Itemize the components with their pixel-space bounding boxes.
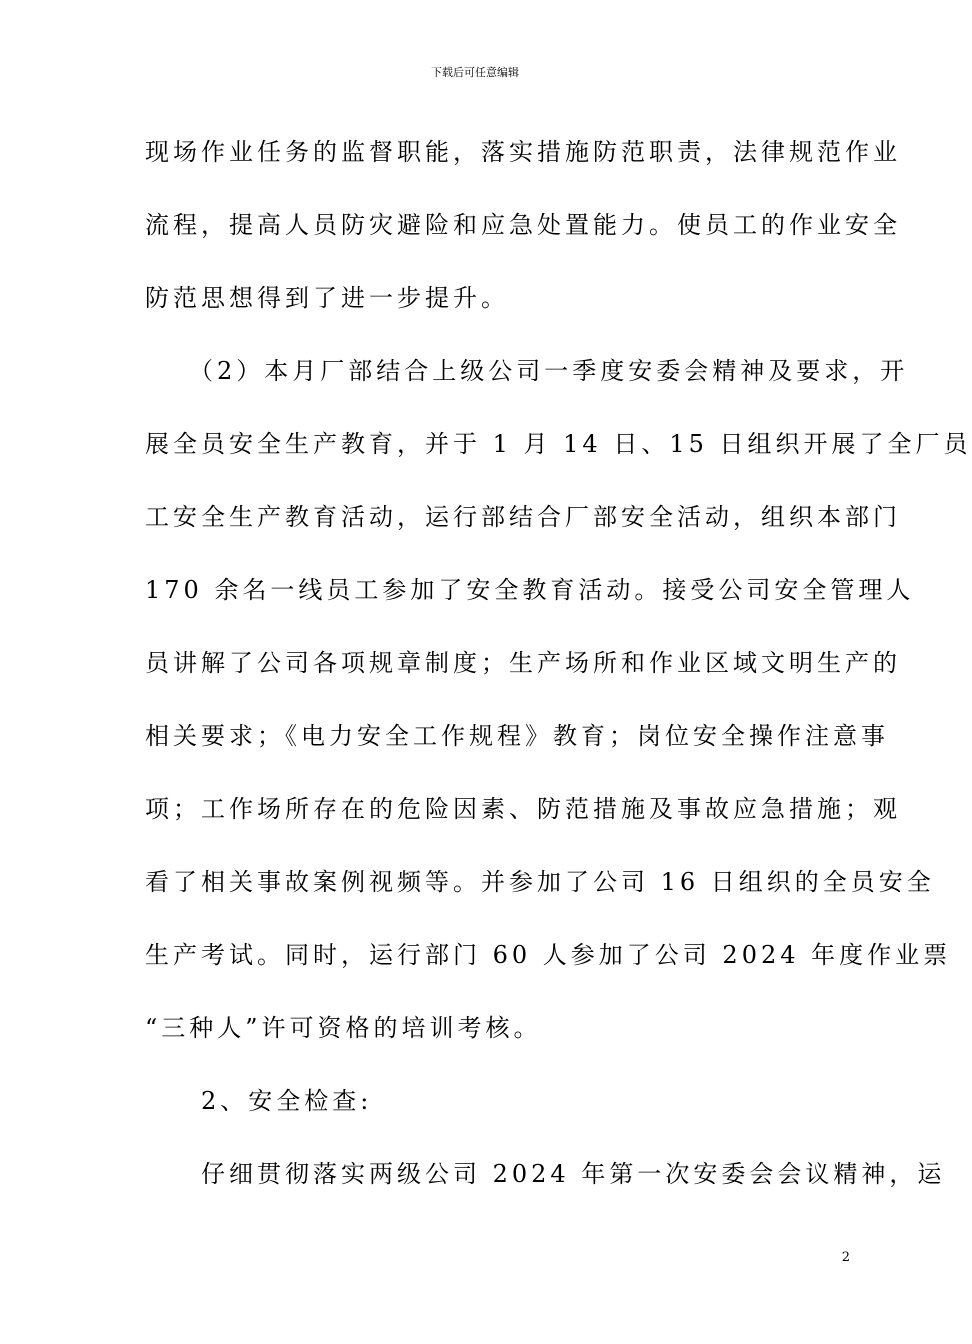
text-line: 员讲解了公司各项规章制度；生产场所和作业区域文明生产的 (145, 649, 901, 677)
text-line: 工安全生产教育活动，运行部结合厂部安全活动，组织本部门 (145, 503, 901, 531)
text-line: 流程，提高人员防灾避险和应急处置能力。使员工的作业安全 (145, 211, 901, 239)
page-number: 2 (841, 1250, 850, 1265)
text-line: “三种人”许可资格的培训考核。 (145, 1014, 542, 1042)
text-line: 170 余名一线员工参加了安全教育活动。接受公司安全管理人 (145, 576, 915, 604)
text-line: 相关要求；《电力安全工作规程》教育；岗位安全操作注意事 (145, 722, 889, 750)
text-line: 仔细贯彻落实两级公司 2024 年第一次安委会会议精神，运 (145, 1160, 946, 1188)
section-heading: 2、安全检查: (145, 1087, 373, 1115)
document-body (145, 125, 972, 1220)
text-line: 展全员安全生产教育，并于 1 月 14 日、15 日组织开展了全厂员 (145, 430, 972, 458)
text-line: （2）本月厂部结合上级公司一季度安委会精神及要求，开 (145, 357, 909, 385)
text-line: 现场作业任务的监督职能，落实措施防范职责，法律规范作业 (145, 138, 901, 166)
header-note: 下载后可任意编辑 (431, 66, 519, 79)
text-line: 看了相关事故案例视频等。并参加了公司 16 日组织的全员安全 (145, 868, 935, 896)
text-line: 项；工作场所存在的危险因素、防范措施及事故应急措施；观 (145, 795, 901, 823)
text-line: 生产考试。同时，运行部门 60 人参加了公司 2024 年度作业票 (145, 941, 952, 969)
text-line: 防范思想得到了进一步提升。 (145, 284, 509, 312)
